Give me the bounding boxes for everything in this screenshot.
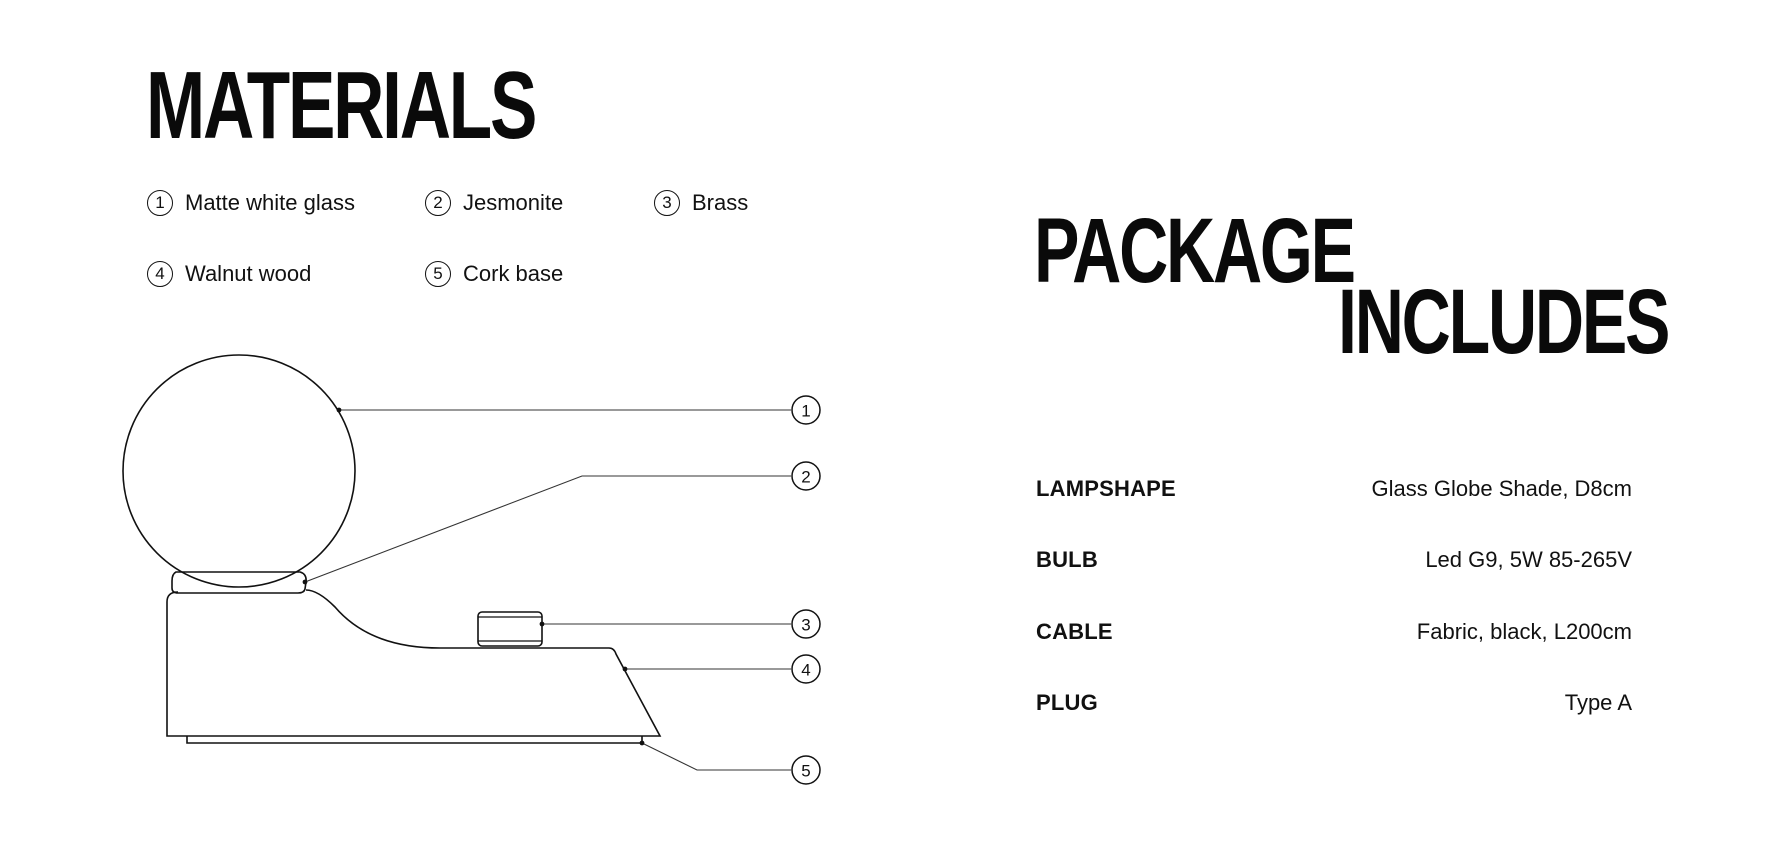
leader-line-2	[305, 476, 791, 582]
legend-label: Cork base	[463, 261, 564, 286]
spec-row-cable	[1036, 617, 1632, 647]
legend-number-2: 2	[425, 190, 451, 216]
callout-number-5: 5	[801, 761, 811, 781]
legend-number-5: 5	[425, 261, 451, 287]
spec-row-bulb	[1036, 545, 1632, 575]
callout-number-2: 2	[801, 467, 811, 487]
walnut-body-shape	[167, 590, 660, 736]
legend-label: Jesmonite	[463, 190, 564, 215]
callout-number-3: 3	[801, 615, 811, 635]
spec-key: LAMPSHAPE	[1036, 476, 1176, 501]
legend-number-3: 3	[654, 190, 680, 216]
materials-title: MATERIALS	[146, 52, 536, 159]
spec-value: Led G9, 5W 85-265V	[1425, 547, 1632, 572]
legend-label: Walnut wood	[185, 261, 312, 286]
callout-number-1: 1	[801, 401, 811, 421]
spec-row-plug	[1036, 688, 1632, 718]
legend-number-4: 4	[147, 261, 173, 287]
legend-label: Matte white glass	[185, 190, 355, 215]
spec-value: Fabric, black, L200cm	[1416, 619, 1632, 644]
spec-key: PLUG	[1036, 690, 1098, 715]
legend-label: Brass	[692, 190, 749, 215]
callout-number-4: 4	[801, 660, 811, 680]
leader-line-5	[642, 743, 791, 770]
spec-value: Type A	[1564, 690, 1632, 715]
package-title-line2: INCLUDES	[1338, 271, 1669, 373]
spec-key: BULB	[1036, 547, 1098, 572]
package-title-line1: PACKAGE	[1034, 200, 1354, 302]
jesmonite-collar-shape	[172, 572, 306, 593]
spec-value: Glass Globe Shade, D8cm	[1371, 476, 1632, 501]
glass-globe-shape	[123, 355, 355, 587]
cork-base-shape	[187, 736, 642, 743]
legend-number-1: 1	[147, 190, 173, 216]
spec-key: CABLE	[1036, 619, 1113, 644]
spec-row-lampshape	[1036, 474, 1632, 504]
